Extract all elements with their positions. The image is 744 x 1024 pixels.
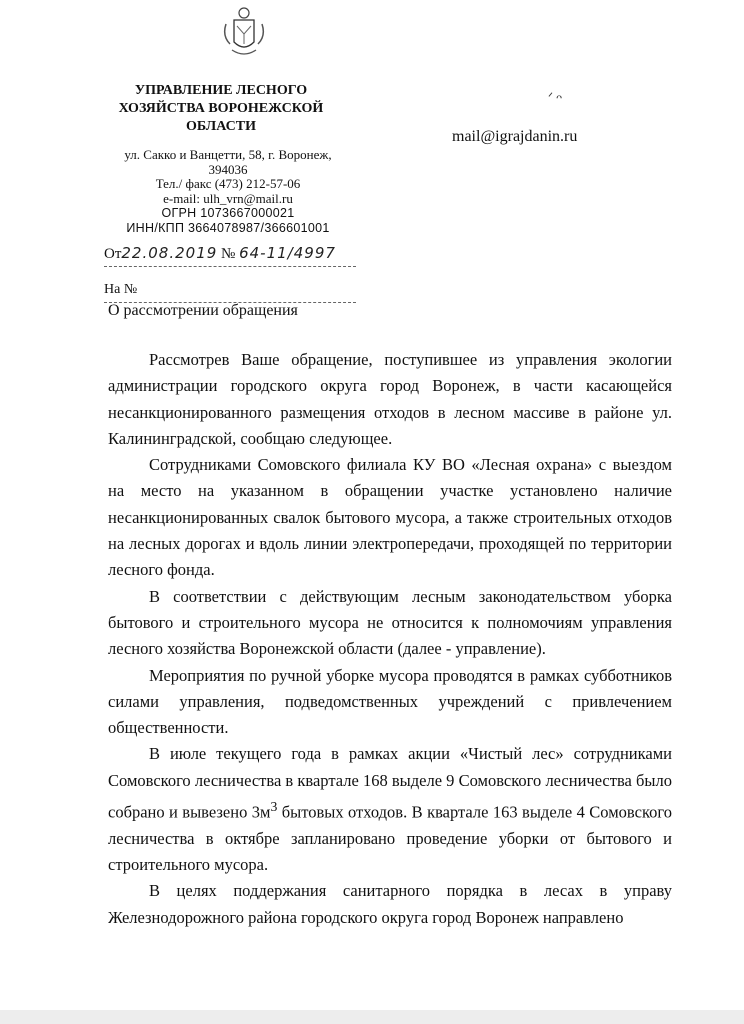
org-name-line: ОБЛАСТИ — [186, 119, 256, 134]
number-label: № — [221, 246, 236, 262]
outgoing-date-number — [104, 244, 356, 267]
paragraph — [108, 741, 672, 878]
letter-body — [108, 347, 672, 931]
ogrn: ОГРН 1073667000021 — [161, 206, 295, 220]
text: бытовых отходов. В квартале 163 выделе 4 Сомовского лесничества в октябре запланировано проведение уборки от бытового и строительного мусора. — [108, 802, 672, 875]
org-name-line: УПРАВЛЕНИЕ ЛЕСНОГО — [134, 83, 308, 98]
reply-reference: На № — [104, 282, 356, 303]
postal-code: 394036 — [208, 161, 248, 177]
organization-name — [108, 82, 334, 136]
phone: Тел./ факс (473) 212-57-06 — [155, 176, 301, 191]
paragraph: Рассмотрев Ваше обращение, поступившее из управления экологии администрации городского округа город Воронеж, в части касающейся несанкционированного размещения отходов в лесном массиве в районе ул. Калининградской, сообщаю следующее. — [108, 350, 672, 448]
page-bottom-edge — [0, 1010, 744, 1024]
coat-of-arms-emblem — [222, 6, 266, 60]
handwritten-number: 64-11/4997 — [239, 244, 336, 262]
org-name-line: ХОЗЯЙСТВА ВОРОНЕЖСКОЙ — [118, 101, 324, 116]
subject-line: О рассмотрении обращения — [108, 302, 298, 319]
recipient-email: mail@igrajdanin.ru — [452, 128, 578, 145]
date-label: От — [104, 246, 122, 262]
paragraph: Мероприятия по ручной уборке мусора проводятся в рамках субботников силами управления, подведомственных учреждений с привлечением общественности. — [108, 665, 672, 738]
address: ул. Сакко и Ванцетти, 58, г. Воронеж, — [124, 147, 332, 162]
handwritten-date: 22.08.2019 — [121, 244, 218, 262]
inn-kpp: ИНН/КПП 3664078987/366601001 — [126, 220, 330, 235]
pen-mark: ᐟ ᴖ — [548, 90, 563, 104]
text: В июле текущего года в рамках акции «Чистый лес» сотрудниками Сомовского лесничества в квартале 168 выделе 9 Сомовского лесничества было собрано и вывезено 3м — [108, 744, 672, 822]
superscript: 3 — [270, 799, 278, 815]
email: e-mail: ulh_vrn@mail.ru — [163, 190, 293, 206]
paragraph: В соответствии с действующим лесным законодательством уборка бытового и строительного мусора не относится к полномочиям управления лесного хозяйства Воронежской области (далее - управление). — [108, 586, 672, 659]
paragraph: Сотрудниками Сомовского филиала КУ ВО «Лесная охрана» с выездом на место на указанном в обращении участке установлено наличие несанкционированных свалок бытового мусора, а также строительных отходов на лесных дорогах и вдоль линии электропередачи, проходящей по территории лесного фонда. — [108, 455, 672, 580]
paragraph: В целях поддержания санитарного порядка в лесах в управу Железнодорожного района городского округа город Воронеж направлено — [108, 881, 672, 927]
organization-contacts — [108, 148, 348, 235]
